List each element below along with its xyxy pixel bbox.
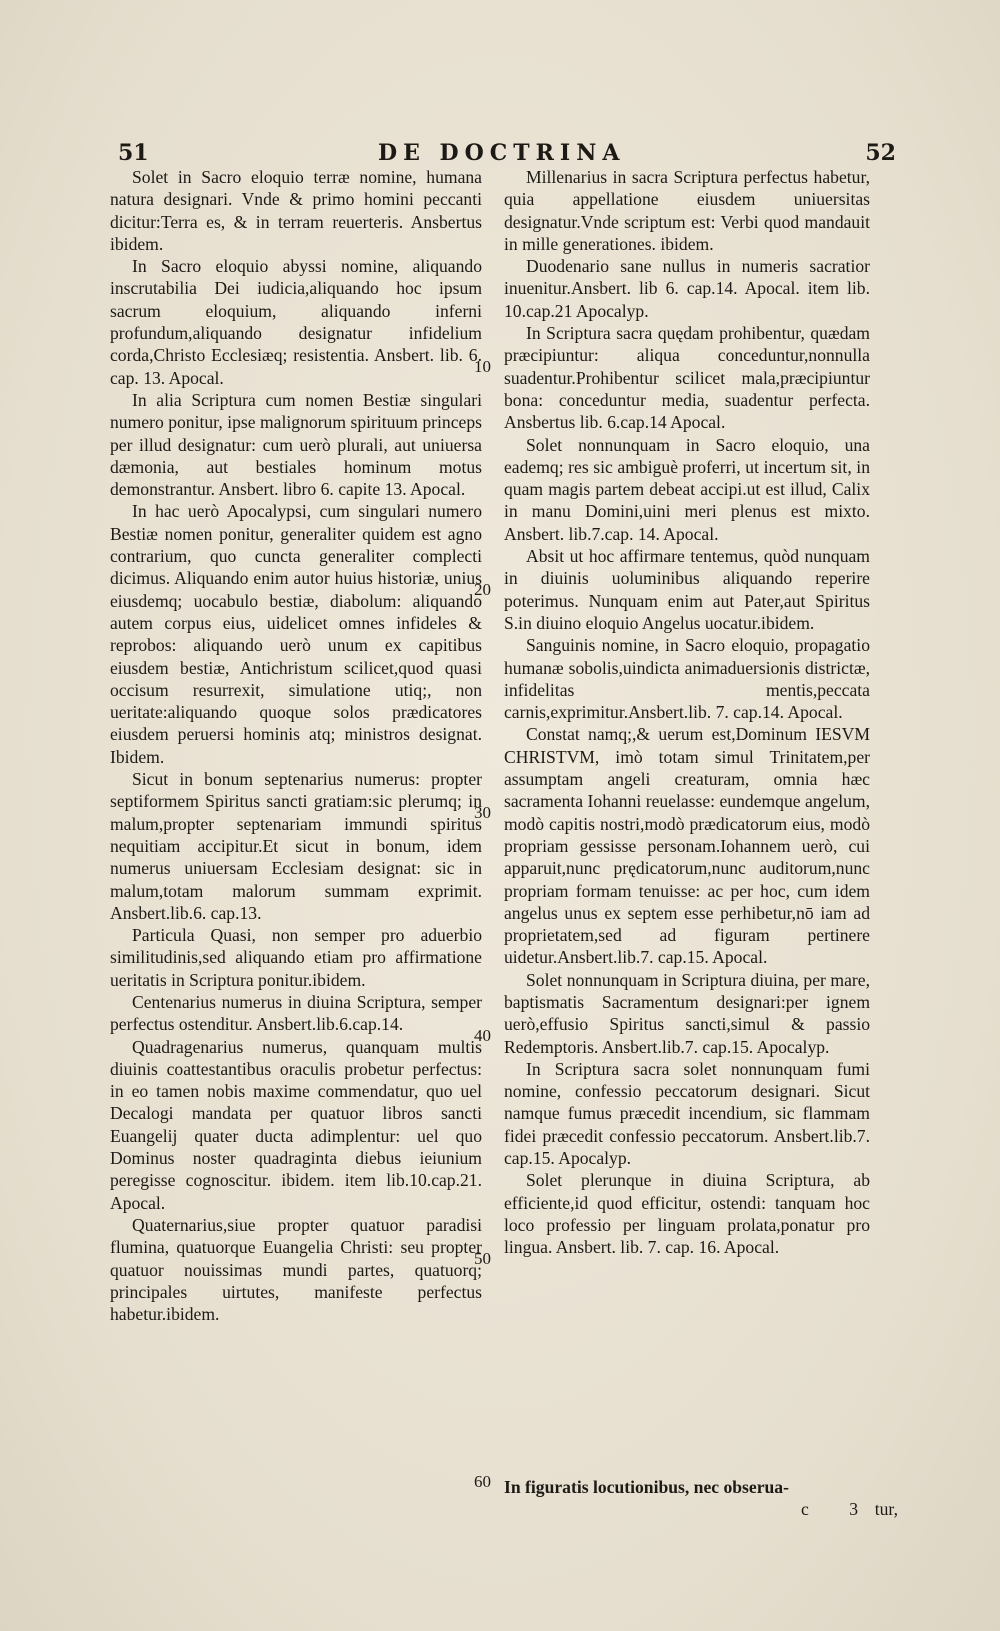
folio-right: 52 bbox=[865, 140, 896, 166]
paragraph: Solet plerunque in diuina Scriptura, ab efficiente,id quod efficitur, ostendi: tanquam hoc loco professio per linguam prolata,ponatur pro lingua. Ansbert. lib. 7. cap. 16. Apocal. bbox=[504, 1170, 870, 1258]
paragraph: In Scriptura sacra quędam prohibentur, quædam præcipiuntur: aliqua conceduntur,nonnulla suadentur.Prohibentur scilicet mala,præcipiuntur bona: conceduntur media, suadentur perfecta. Ansbertus lib. 6.cap.14 Apocal. bbox=[504, 323, 870, 433]
line-number: 30 bbox=[474, 803, 491, 822]
paragraph: Centenarius numerus in diuina Scriptura, semper perfectus ostenditur. Ansbert.lib.6.cap.14. bbox=[110, 991, 482, 1035]
paragraph: In Scriptura sacra solet nonnunquam fumi nomine, confessio peccatorum designari. Sicut namque fumus præcedit incendium, sic flammam fidei præcedit confessio peccatorum. Ansbert.lib.7. cap.15. Apocalyp. bbox=[504, 1058, 870, 1169]
folio-left: 51 bbox=[118, 140, 149, 166]
paragraph: Solet nonnunquam in Sacro eloquio, una eademq; res sic ambiguè proferri, ut incertum sit, in quam magis partem debeat accipi.ut est illud, Calix in manu Domini,uini meri plenus est mixto. Ansbert. lib.7.cap. 14. Apocal. bbox=[504, 434, 870, 544]
paragraph: Sanguinis nomine, in Sacro eloquio, propagatio humanæ sobolis,uindicta animaduersionis districtæ, infidelitas mentis,peccata carnis,exprimitur.Ansbert.lib. 7. cap.14. Apocal. bbox=[504, 635, 870, 723]
line-number: 10 bbox=[474, 357, 491, 376]
right-column bbox=[504, 166, 870, 1259]
paragraph: Solet nonnunquam in Scriptura diuina, per mare, baptismatis Sacramentum designari:per ignem uerò,effusio Spiritus sancti,simul & passio Redemptoris. Ansbert.lib.7. cap.15. Apocalyp. bbox=[504, 969, 870, 1057]
paragraph: Solet in Sacro eloquio terræ nomine, humana natura designari. Vnde & primo homini peccanti dicitur:Terra es, & in terram reuerteris. Ansbertus ibidem. bbox=[110, 167, 482, 254]
paragraph: Particula Quasi, non semper pro aduerbio similitudinis,sed aliquando etiam pro affirmatione ueritatis in Scriptura ponitur.ibidem. bbox=[110, 925, 482, 990]
paragraph: Quaternarius,siue propter quatuor paradisi flumina, quatuorque Euangelia Christi: seu propter quatuor nouissimas mundi partes, quatuorq; principales uirtutes, manifeste perfectus habetur.ibidem. bbox=[110, 1214, 482, 1325]
running-title: DE DOCTRINA bbox=[378, 140, 626, 166]
paragraph: Constat namq;,& uerum est,Dominum IESVM CHRISTVM, imò totam simul Trinitatem,per assumptam angeli creaturam, omnia hæc sacramenta Iohanni reuelasse: eundemque angelum, modò capitis nostri,modò prædicatorum eius, modò propriam gessisse personam.Iohannem uerò, cui apparuit,nunc prędicatorum,nunc auditorum,nunc propriam formam tenuisse: ac per hoc, cum idem angelus unus ex septem esse perhibetur,nō iam ad proprietatem,sed ad figuram pertinere uidetur.Ansbert.lib.7. cap.15. Apocal. bbox=[504, 724, 870, 968]
catchword: tur, bbox=[874, 1499, 898, 1519]
line-number: 60 bbox=[474, 1472, 491, 1491]
left-column bbox=[110, 166, 482, 1325]
paragraph: Duodenario sane nullus in numeris sacratior inuenitur.Ansbert. lib 6. cap.14. Apocal. item lib. 10.cap.21 Apocalyp. bbox=[504, 256, 870, 321]
paragraph: Quadragenarius numerus, quanquam multis diuinis coattestantibus oraculis probetur perfectus: in eo tamen nobis maxime commendatur, quo uel Decalogi mandata per quatuor libros sancti Euangelij quater ducta adimplentur: uel quo Dominus noster quadraginta diebus ieiunium peregisse cognoscitur. ibidem. item lib.10.cap.21. Apocal. bbox=[110, 1036, 482, 1213]
signature-mark: c 3 bbox=[801, 1499, 877, 1519]
paragraph: Millenarius in sacra Scriptura perfectus habetur, quia appellatione eiusdem uniuersitas designatur.Vnde scriptum est: Verbi quod mandauit in mille generationes. ibidem. bbox=[504, 167, 870, 254]
paragraph: In Sacro eloquio abyssi nomine, aliquando inscrutabilia Dei iudicia,aliquando hoc ipsum sacrum eloquium, aliquando inferni profundum,aliquando designatur infidelium corda,Christo Ecclesiæq; resistentia. Ansbert. lib. 6. cap. 13. Apocal. bbox=[110, 256, 482, 388]
paragraph: In hac uerò Apocalypsi, cum singulari numero Bestiæ nomen ponitur, generaliter quidem est agno contrarium, quo cuncta generaliter complecti dicimus. Aliquando enim autor huius historiæ, unius eiusdemq; uocabulo bestiæ, diabolum: aliquando autem corpus eius, uidelicet omnes infideles & reprobos: aliquando uerò unum ex capitibus eiusdem bestiæ, Antichristum scilicet,quod quasi occisum resurrexit, simulatione utiq;, non ueritate:aliquando quoque solos prædicatores eiusdem peruersi hominis atq; ministros designat. Ibidem. bbox=[110, 501, 482, 767]
line-number: 50 bbox=[474, 1249, 491, 1268]
last-line: In figuratis locutionibus, nec obserua- bbox=[504, 1477, 789, 1497]
paragraph: Absit ut hoc affirmare tentemus, quòd nunquam in diuinis uoluminibus aliquando reperire poterimus. Nunquam enim aut Pater,aut Spiritus S.in diuino eloquio Angelus uocatur.ibidem. bbox=[504, 546, 870, 633]
line-number: 40 bbox=[474, 1026, 491, 1045]
page-footer bbox=[108, 1477, 898, 1519]
line-number: 20 bbox=[474, 580, 491, 599]
paragraph: In alia Scriptura cum nomen Bestiæ singulari numero ponitur, ipse malignorum spirituum princeps per illud designatur: cum uerò plurali, aut uniuersa dæmonia, aut bestiales hominum motus demonstrantur. Ansbert. libro 6. capite 13. Apocal. bbox=[110, 389, 482, 500]
paragraph: Sicut in bonum septenarius numerus: propter septiformem Spiritus sancti gratiam:sic plerumq; in malum,propter septenariam immundi spiritus nequitiam accipitur.Et sicut in bonum, idem numerus uniuersam Ecclesiam designat: sic in malum,totam malorum summam exprimit. Ansbert.lib.6. cap.13. bbox=[110, 769, 482, 923]
